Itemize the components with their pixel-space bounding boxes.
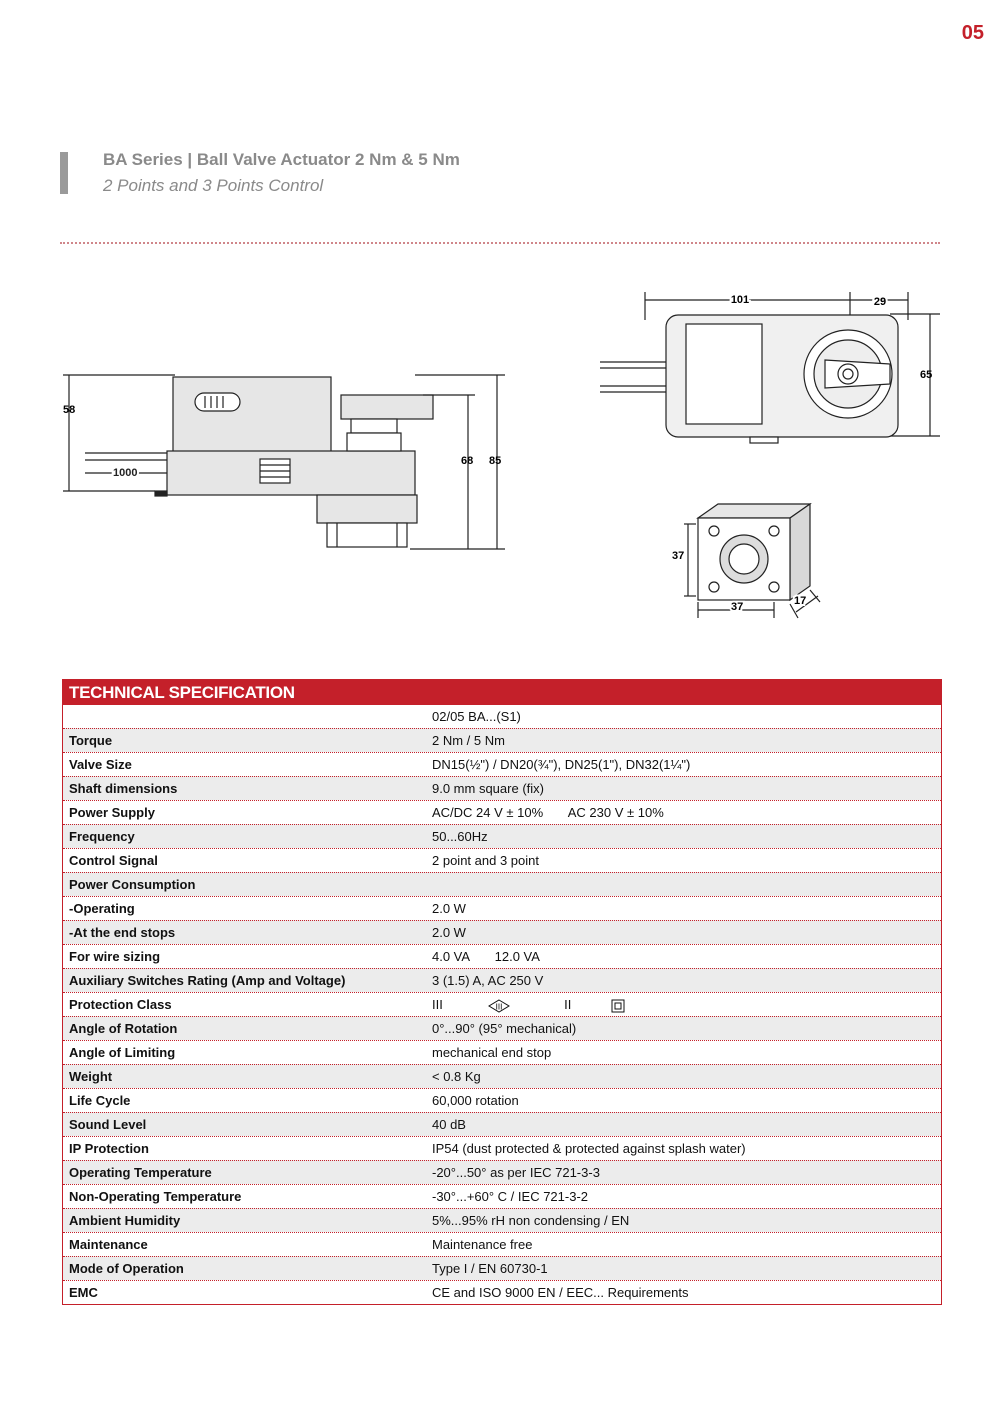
spec-row [63, 1040, 941, 1064]
spec-label: Weight [69, 1069, 113, 1084]
dim-85-label: 85 [489, 455, 502, 467]
spec-row [63, 1112, 941, 1136]
protection-class-ii-icon [611, 999, 625, 1013]
spec-value: Type I / EN 60730-1 [432, 1261, 548, 1276]
dim-1000-label: 1000 [113, 467, 138, 479]
spec-row [63, 800, 941, 824]
spec-value: AC/DC 24 V ± 10% AC 230 V ± 10% [432, 805, 664, 820]
spec-label: Protection Class [69, 997, 172, 1012]
spec-table [62, 679, 942, 1305]
spec-label: Operating Temperature [69, 1165, 212, 1180]
spec-row [63, 968, 941, 992]
spec-row [63, 1208, 941, 1232]
svg-text:III: III [496, 1002, 503, 1012]
spec-label: Valve Size [69, 757, 132, 772]
spec-row [63, 1016, 941, 1040]
spec-row [63, 1256, 941, 1280]
spec-value [432, 873, 941, 896]
spec-row [63, 752, 941, 776]
spec-row [63, 728, 941, 752]
title-accent-bar [60, 152, 68, 194]
spec-row [63, 992, 941, 1016]
spec-label [63, 705, 432, 728]
spec-label: Sound Level [69, 1117, 147, 1132]
spec-label: Frequency [69, 829, 135, 844]
spec-label: Power Consumption [69, 877, 196, 892]
dim-37-height-label: 37 [672, 550, 685, 562]
spec-value: IP54 (dust protected & protected against splash water) [432, 1141, 746, 1156]
spec-value: Maintenance free [432, 1237, 533, 1252]
spec-label: Control Signal [69, 853, 158, 868]
spec-value: -20°...50° as per IEC 721-3-3 [432, 1165, 600, 1180]
dim-37-width-label: 37 [731, 601, 744, 613]
spec-row [63, 920, 941, 944]
spec-label: Mode of Operation [69, 1261, 184, 1276]
page-number: 05 [961, 22, 984, 44]
spec-row [63, 1280, 941, 1304]
spec-value: DN15(½") / DN20(¾"), DN25(1"), DN32(1¼") [432, 757, 691, 772]
spec-value: 2.0 W [432, 901, 466, 916]
spec-label: Angle of Rotation [69, 1021, 178, 1036]
spec-value: CE and ISO 9000 EN / EEC... Requirements [432, 1285, 689, 1300]
spec-row [63, 1136, 941, 1160]
coupling-view-drawing [668, 500, 838, 625]
dim-17-label: 17 [794, 595, 807, 607]
dim-29-label: 29 [873, 296, 887, 308]
top-view-drawing [590, 290, 950, 450]
spec-label: Maintenance [69, 1237, 148, 1252]
spec-value: mechanical end stop [432, 1045, 552, 1060]
dim-65-label: 65 [920, 369, 933, 381]
spec-heading: TECHNICAL SPECIFICATION [63, 680, 941, 705]
spec-label: -Operating [69, 901, 135, 916]
spec-value: 2.0 W [432, 925, 466, 940]
spec-label: For wire sizing [69, 949, 161, 964]
page-title: BA Series | Ball Valve Actuator 2 Nm & 5 Nm [103, 150, 460, 169]
spec-label: Shaft dimensions [69, 781, 178, 796]
spec-value: 0°...90° (95° mechanical) [432, 1021, 577, 1036]
spec-value: 4.0 VA 12.0 VA [432, 949, 540, 964]
spec-label: Life Cycle [69, 1093, 131, 1108]
spec-row [63, 776, 941, 800]
spec-value-protection [432, 993, 941, 1016]
spec-value: 9.0 mm square (fix) [432, 781, 544, 796]
spec-value: 2 point and 3 point [432, 853, 539, 868]
spec-label: Non-Operating Temperature [69, 1189, 242, 1204]
spec-row [63, 1088, 941, 1112]
protection-class-iii: III [432, 997, 443, 1012]
spec-row [63, 1232, 941, 1256]
dim-101-label: 101 [730, 294, 750, 306]
spec-row [63, 1184, 941, 1208]
spec-value: 40 dB [432, 1117, 466, 1132]
side-view-drawing [55, 365, 525, 565]
spec-label: IP Protection [69, 1141, 149, 1156]
spec-label: -At the end stops [69, 925, 176, 940]
spec-value: < 0.8 Kg [432, 1069, 481, 1084]
spec-row [63, 848, 941, 872]
spec-value: 2 Nm / 5 Nm [432, 733, 505, 748]
spec-rows [63, 705, 941, 1304]
spec-value: 60,000 rotation [432, 1093, 519, 1108]
spec-row [63, 824, 941, 848]
spec-row [63, 1064, 941, 1088]
spec-row [63, 944, 941, 968]
spec-row [63, 896, 941, 920]
spec-label: Angle of Limiting [69, 1045, 176, 1060]
dotted-divider [60, 242, 940, 244]
dim-68-label: 68 [461, 455, 474, 467]
spec-row [63, 872, 941, 896]
spec-row [63, 705, 941, 728]
spec-value: 3 (1.5) A, AC 250 V [432, 973, 544, 988]
spec-value: -30°...+60° C / IEC 721-3-2 [432, 1189, 588, 1204]
protection-class-ii: II [564, 997, 572, 1012]
spec-label: Power Supply [69, 805, 155, 820]
protection-class-iii-icon [488, 999, 510, 1013]
spec-label: Ambient Humidity [69, 1213, 181, 1228]
spec-value: 5%...95% rH non condensing / EN [432, 1213, 630, 1228]
spec-label: Torque [69, 733, 113, 748]
spec-row [63, 1160, 941, 1184]
spec-value: 50...60Hz [432, 829, 488, 844]
spec-label: EMC [69, 1285, 98, 1300]
page-subtitle: 2 Points and 3 Points Control [103, 176, 324, 195]
dim-58-label: 58 [63, 404, 76, 416]
spec-value: 02/05 BA...(S1) [432, 709, 521, 724]
spec-label: Auxiliary Switches Rating (Amp and Voltage) [69, 973, 346, 988]
